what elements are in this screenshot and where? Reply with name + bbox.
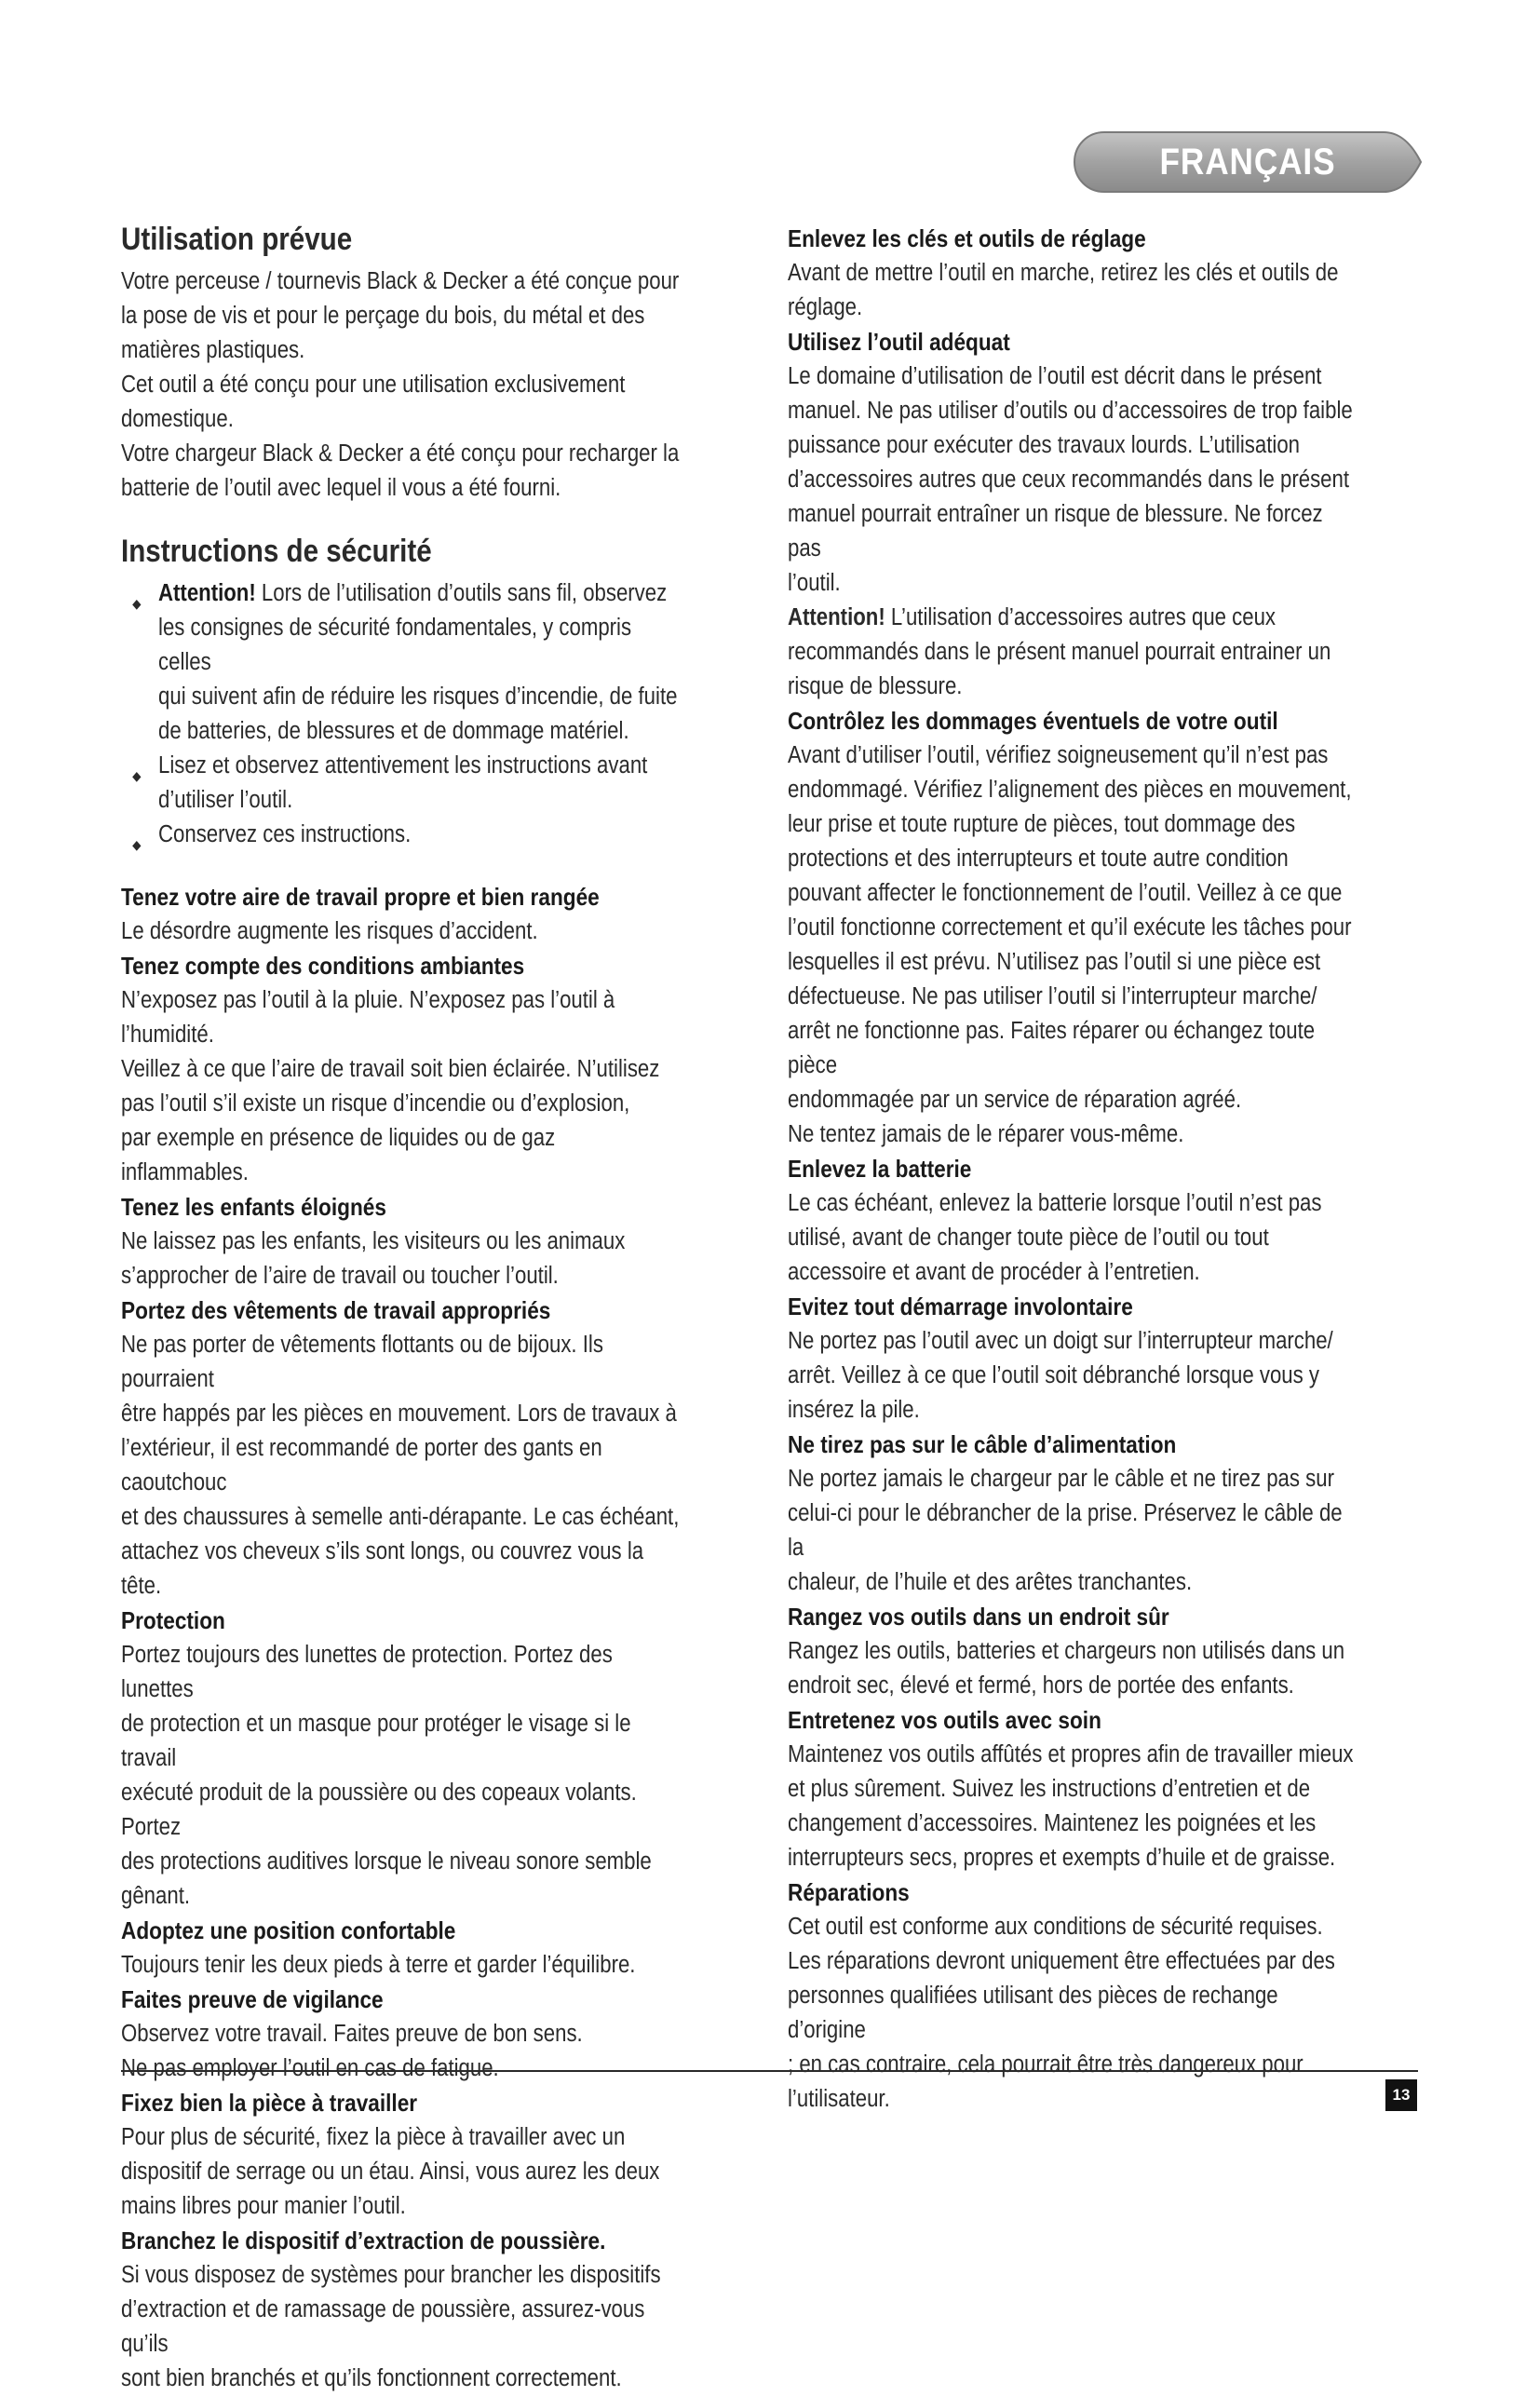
subheading: Tenez votre aire de travail propre et bien rangée	[121, 883, 600, 911]
text-line: et des chaussures à semelle anti-dérapante. Le cas échéant,	[121, 1504, 680, 1530]
text-line: l’utilisateur.	[788, 2086, 890, 2112]
text-line: Maintenez vos outils affûtés et propres afin de travailler mieux	[788, 1741, 1354, 1767]
text-line: batterie de l’outil avec lequel il vous a été fourni.	[121, 475, 561, 501]
text-line: Lors de l’utilisation d’outils sans fil, observez	[255, 580, 668, 606]
text-line: utilisé, avant de changer toute pièce de l’outil ou tout	[788, 1225, 1269, 1251]
text-line: d’accessoires autres que ceux recommandés dans le présent	[788, 467, 1350, 493]
text-line: dispositif de serrage ou un étau. Ainsi, vous aurez les deux	[121, 2159, 660, 2185]
text-line: L’utilisation d’accessoires autres que ceux	[885, 604, 1277, 630]
attention-label: Attention!	[158, 580, 256, 606]
subheading: Adoptez une position confortable	[121, 1916, 456, 1944]
text-line: puissance pour exécuter des travaux lourds. L’utilisation	[788, 432, 1301, 458]
text-line: Votre perceuse / tournevis Black & Decker a été conçue pour	[121, 268, 680, 294]
text-line: Pour plus de sécurité, fixez la pièce à travailler avec un	[121, 2124, 626, 2150]
text-line: exécuté produit de la poussière ou des copeaux volants. Portez	[121, 1780, 637, 1840]
text-line: des protections auditives lorsque le niveau sonore semble gênant.	[121, 1848, 652, 1909]
diamond-bullet-icon: ◆	[132, 837, 142, 852]
text-line: matières plastiques.	[121, 337, 305, 363]
intro-paragraph	[121, 264, 688, 506]
attention-paragraph	[788, 601, 1355, 635]
text-line: risque de blessure.	[788, 673, 963, 699]
text-line: pouvant affecter le fonctionnement de l’outil. Veillez à ce que	[788, 880, 1343, 906]
text-line: Cet outil a été conçu pour une utilisation exclusivement	[121, 372, 626, 398]
text-line: manuel pourrait entraîner un risque de blessure. Ne forcez pas	[788, 501, 1323, 562]
text-line: de protection et un masque pour protéger le visage si le travail	[121, 1711, 631, 1771]
text-line: réglage.	[788, 294, 863, 320]
diamond-bullet-icon: ◆	[132, 596, 142, 611]
text-line: Ne portez pas l’outil avec un doigt sur l’interrupteur marche/	[788, 1328, 1333, 1354]
section-title-securite: Instructions de sécurité	[121, 534, 432, 569]
text-line: qui suivent afin de réduire les risques d’incendie, de fuite	[158, 684, 678, 710]
bullet-item	[121, 749, 688, 818]
text-line: Rangez les outils, batteries et chargeurs non utilisés dans un	[788, 1638, 1345, 1664]
diamond-bullet-icon: ◆	[132, 768, 142, 783]
text-line: de batteries, de blessures et de dommage matériel.	[158, 718, 629, 744]
text-line: leur prise et toute rupture de pièces, tout dommage des	[788, 811, 1296, 837]
text-line: Ne pas porter de vêtements flottants ou de bijoux. Ils pourraient	[121, 1332, 603, 1392]
text-line: N’exposez pas l’outil à la pluie. N’exposez pas l’outil à l’humidité.	[121, 987, 615, 1048]
text-line: Ne portez jamais le chargeur par le câble et ne tirez pas sur	[788, 1466, 1334, 1492]
subheading: Ne tirez pas sur le câble d’alimentation	[788, 1430, 1177, 1458]
text-line: celui-ci pour le débrancher de la prise. Préservez le câble de la	[788, 1500, 1343, 1561]
text-line: attachez vos cheveux s’ils sont longs, ou couvrez vous la tête.	[121, 1538, 644, 1599]
safety-bullet-list	[121, 576, 688, 852]
text-line: s’approcher de l’aire de travail ou toucher l’outil.	[121, 1263, 559, 1289]
text-line: pas l’outil s’il existe un risque d’incendie ou d’explosion,	[121, 1090, 630, 1117]
subheading: Réparations	[788, 1878, 910, 1906]
text-line: Le désordre augmente les risques d’accident.	[121, 918, 538, 944]
subheading: Enlevez les clés et outils de réglage	[788, 224, 1146, 252]
subheading: Evitez tout démarrage involontaire	[788, 1293, 1133, 1320]
subheading: Tenez compte des conditions ambiantes	[121, 952, 525, 980]
text-line: chaleur, de l’huile et des arêtes tranchantes.	[788, 1569, 1193, 1595]
text-line: Veillez à ce que l’aire de travail soit bien éclairée. N’utilisez	[121, 1056, 660, 1082]
bullet-item	[121, 576, 688, 749]
text-line: Cet outil est conforme aux conditions de sécurité requises.	[788, 1914, 1323, 1940]
text-line: mains libres pour manier l’outil.	[121, 2193, 406, 2219]
text-line: sont bien branchés et qu’ils fonctionnent correctement.	[121, 2365, 622, 2391]
text-line: arrêt. Veillez à ce que l’outil soit débranché lorsque vous y	[788, 1362, 1319, 1388]
text-line: les consignes de sécurité fondamentales, y compris celles	[158, 615, 632, 675]
subheading: Protection	[121, 1606, 225, 1634]
subheading: Utilisez l’outil adéquat	[788, 328, 1010, 356]
text-line: Ne tentez jamais de le réparer vous-même.	[788, 1121, 1184, 1147]
text-line: interrupteurs secs, propres et exempts d’huile et de graisse.	[788, 1845, 1336, 1871]
right-column	[788, 222, 1355, 2117]
section-title-utilisation: Utilisation prévue	[121, 222, 353, 257]
text-line: Les réparations devront uniquement être effectuées par des	[788, 1948, 1335, 1974]
text-line: endommagé. Vérifiez l’alignement des pièces en mouvement,	[788, 777, 1352, 803]
text-line: domestique.	[121, 406, 234, 432]
subheading: Enlevez la batterie	[788, 1155, 972, 1183]
text-line: et plus sûrement. Suivez les instructions d’entretien et de	[788, 1776, 1311, 1802]
text-line: Toujours tenir les deux pieds à terre et garder l’équilibre.	[121, 1952, 636, 1978]
text-line: changement d’accessoires. Maintenez les poignées et les	[788, 1810, 1317, 1836]
subheading: Portez des vêtements de travail appropriés	[121, 1296, 551, 1324]
text-line: Si vous disposez de systèmes pour brancher les dispositifs	[121, 2262, 661, 2288]
text-line: Le domaine d’utilisation de l’outil est décrit dans le présent	[788, 363, 1322, 389]
text-line: l’outil fonctionne correctement et qu’il exécute les tâches pour	[788, 914, 1352, 941]
subheading: Faites preuve de vigilance	[121, 1985, 384, 2013]
text-line: Votre chargeur Black & Decker a été conçu pour recharger la	[121, 440, 680, 467]
text-line: Avant d’utiliser l’outil, vérifiez soigneusement qu’il n’est pas	[788, 742, 1329, 768]
text-line: Observez votre travail. Faites preuve de bon sens.	[121, 2021, 583, 2047]
language-label: FRANÇAIS	[1159, 141, 1336, 183]
page-number: 13	[1385, 2079, 1417, 2111]
text-line: Portez toujours des lunettes de protection. Portez des lunettes	[121, 1642, 613, 1702]
text-line: Avant de mettre l’outil en marche, retirez les clés et outils de	[788, 260, 1339, 286]
text-line: Ne laissez pas les enfants, les visiteurs ou les animaux	[121, 1228, 626, 1254]
text-line: ; en cas contraire, cela pourrait être très dangereux pour	[788, 2051, 1304, 2078]
footer-divider	[121, 2070, 1418, 2072]
text-line: d’utiliser l’outil.	[158, 787, 293, 813]
text-line: par exemple en présence de liquides ou de gaz inflammables.	[121, 1125, 556, 1185]
text-line: d’extraction et de ramassage de poussière, assurez-vous qu’ils	[121, 2296, 645, 2357]
bullet-item	[121, 818, 688, 852]
text-line: lesquelles il est prévu. N’utilisez pas l’outil si une pièce est	[788, 949, 1321, 975]
subheading: Branchez le dispositif d’extraction de poussière.	[121, 2227, 606, 2254]
text-line: manuel. Ne pas utiliser d’outils ou d’accessoires de trop faible	[788, 398, 1353, 424]
language-tab	[1071, 127, 1425, 197]
text-line: endroit sec, élevé et fermé, hors de portée des enfants.	[788, 1672, 1294, 1699]
subheading: Rangez vos outils dans un endroit sûr	[788, 1603, 1169, 1631]
text-line: l’extérieur, il est recommandé de porter des gants en caoutchouc	[121, 1435, 602, 1496]
subheading: Entretenez vos outils avec soin	[788, 1706, 1101, 1734]
text-line: arrêt ne fonctionne pas. Faites réparer ou échangez toute pièce	[788, 1018, 1316, 1078]
attention-label: Attention!	[788, 604, 885, 630]
text-line: accessoire et avant de procéder à l’entretien.	[788, 1259, 1200, 1285]
text-line: l’outil.	[788, 570, 841, 596]
text-line: personnes qualifiées utilisant des pièces de rechange d’origine	[788, 1983, 1278, 2043]
text-line: Lisez et observez attentivement les instructions avant	[158, 752, 648, 778]
subheading: Contrôlez les dommages éventuels de votre outil	[788, 707, 1278, 735]
text-line: être happés par les pièces en mouvement. Lors de travaux à	[121, 1401, 677, 1427]
text-line: endommagée par un service de réparation agréé.	[788, 1087, 1242, 1113]
text-line: Le cas échéant, enlevez la batterie lorsque l’outil n’est pas	[788, 1190, 1322, 1216]
text-line: Ne pas employer l’outil en cas de fatigue.	[121, 2055, 499, 2081]
text-line: Conservez ces instructions.	[158, 821, 412, 847]
text-line: insérez la pile.	[788, 1397, 920, 1423]
text-line: recommandés dans le présent manuel pourrait entrainer un	[788, 639, 1331, 665]
subheading: Fixez bien la pièce à travailler	[121, 2089, 418, 2117]
text-line: défectueuse. Ne pas utiliser l’outil si l’interrupteur marche/	[788, 983, 1317, 1009]
text-line: la pose de vis et pour le perçage du bois, du métal et des	[121, 303, 645, 329]
text-line: protections et des interrupteurs et toute autre condition	[788, 846, 1289, 872]
subheading: Tenez les enfants éloignés	[121, 1193, 386, 1221]
